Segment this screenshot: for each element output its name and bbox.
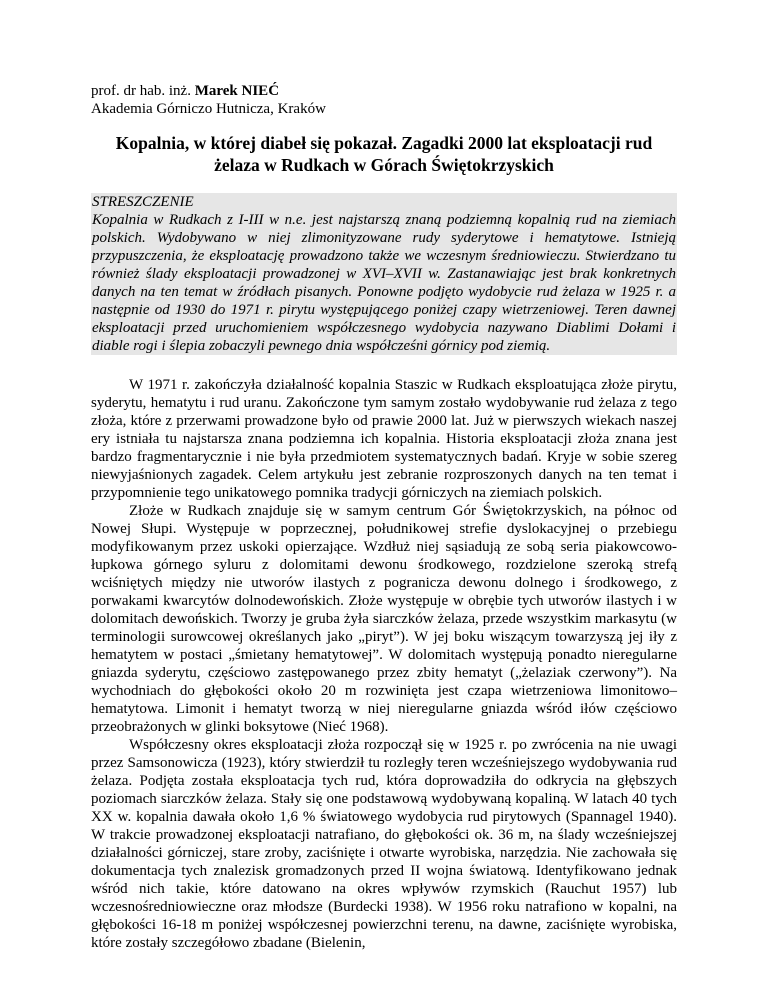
author-title: prof. dr hab. inż. bbox=[91, 83, 195, 99]
body-paragraph: Współczesny okres eksploatacji złoża rozpoczął się w 1925 r. po zwrócenia na nie uwagi przez Samsonowicza (1923), który stwierdził tu rozległy teren wcześniejszego wydobywania rud żelaza. Podjęta została eksploatacja tych rud, która doprowadziła do odkrycia na głębszych poziomach siarczków żelaza. Stały się one podstawową wydobywaną kopaliną. W latach 40 tych XX w. kopalnia dawała około 1,6 % światowego wydobycia rud pirytowych (Spannagel 1940). W trakcie prowadzonej eksploatacji natrafiano, do głębokości ok. 36 m, na ślady wcześniejszej działalności górniczej, stare zroby, zaciśnięte i otwarte wyrobiska, narzędzia. Nie zachowała się dokumentacja tych znalezisk gromadzonych przed II wojna światową. Identyfikowano jednak wśród nich takie, które datowano na okres wpływów rzymskich (Rauchut 1957) lub wczesnośredniowieczne oraz młodsze (Burdecki 1938). W 1956 roku natrafiono w kopalni, na głębokości 16-18 m poniżej współczesnej powierzchni terenu, na dawne, zaciśnięte wyrobiska, które zostały szczegółowo zbadane (Bielenin, bbox=[91, 737, 677, 951]
author-affiliation: Akademia Górniczo Hutnicza, Kraków bbox=[91, 101, 326, 117]
document-page bbox=[91, 0, 677, 952]
abstract-box bbox=[91, 193, 677, 355]
author-name: Marek NIEĆ bbox=[194, 83, 280, 99]
body-paragraph: W 1971 r. zakończyła działalność kopalnia Staszic w Rudkach eksploatująca złoże pirytu, syderytu, hematytu i rud uranu. Zakończone tym samym zostało wydobywanie rud żelaza z tego złoża, które z przerwami prowadzone było od prawie 2000 lat. Już w pierwszych wiekach naszej ery istniała tu najstarsza znana podziemna ich kopalnia. Historia eksploatacji złoża znana jest bardzo fragmentarycznie i nie była przedmiotem systematycznych badań. Kryje w sobie szereg niewyjaśnionych zagadek. Celem artykułu jest zebranie rozproszonych danych na ten temat i przypomnienie tego unikatowego pomnika tradycji górniczych na ziemiach polskich. bbox=[91, 377, 677, 501]
abstract-text: Kopalnia w Rudkach z I-III w n.e. jest najstarszą znaną podziemną kopalnią rud na ziemiach polskich. Wydobywano w niej zlimonityzowane rudy syderytowe i hematytowe. Istnieją przypuszczenia, że eksploatację prowadzono także we wczesnym średniowieczu. Stwierdzano tu również ślady eksploatacji prowadzonej w XVI–XVII w. Zastanawiając jest brak konkretnych danych na ten temat w źródłach pisanych. Ponowne podjęto wydobycie rud żelaza w 1925 r. a następnie od 1930 do 1971 r. pirytu występującego poniżej czapy wietrzeniowej. Teren dawnej eksploatacji przed uruchomieniem współczesnego wydobycia nazywano Diablimi Dołami i diable rogi i ślepia zobaczyli pewnego dnia współcześni górnicy pod ziemią. bbox=[92, 212, 676, 354]
body-text bbox=[91, 376, 677, 952]
paper-title: Kopalnia, w której diabeł się pokazał. Zagadki 2000 lat eksploatacji rud żelaza w Rudkach w Górach Świętokrzyskich bbox=[115, 133, 653, 175]
abstract-heading: STRESZCZENIE bbox=[92, 194, 194, 210]
author-block bbox=[91, 82, 677, 118]
author-line bbox=[91, 82, 677, 100]
body-paragraph: Złoże w Rudkach znajduje się w samym centrum Gór Świętokrzyskich, na północ od Nowej Słupi. Występuje w poprzecznej, południkowej strefie dyslokacyjnej o przebiegu modyfikowanym przez uskoki opierzające. Wzdłuż niej sąsiadują ze sobą seria piakowcowo-łupkowa górnego syluru z dolomitami dewonu środkowego, rozdzielone szeroką strefą wciśniętych między nie utworów ilastych z pogranicza dewonu dolnego i środkowego, z porwakami kwarcytów dolnodewońskich. Złoże występuje w obrębie tych utworów ilastych i w dolomitach dewońskich. Tworzy je gruba żyła siarczków żelaza, przede wszystkim markasytu (w terminologii surowcowej określanych jako „piryt”). W jej boku wiszącym towarzyszą jej iły z hematytem w postaci „śmietany hematytowej”. W dolomitach występują ponadto nieregularne gniazda syderytu, częściowo zastępowanego przez zbity hematyt („żelaziak czerwony”). Na wychodniach do głębokości około 20 m rozwinięta jest czapa wietrzeniowa limonitowo–hematytowa. Limonit i hematyt tworzą w niej nieregularne gniazda wśród iłów częściowo przeobrażonych w glinki boksytowe (Nieć 1968). bbox=[91, 503, 677, 735]
